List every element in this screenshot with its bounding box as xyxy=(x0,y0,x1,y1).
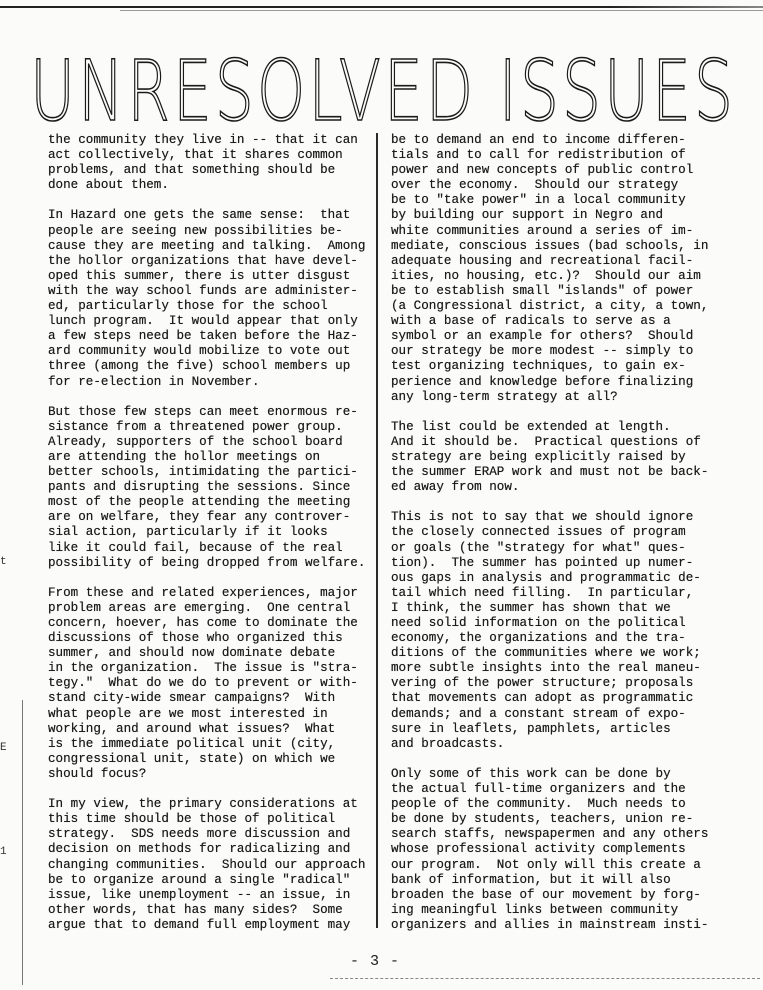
scan-edge-line xyxy=(22,700,23,985)
column-divider xyxy=(376,133,378,928)
margin-mark-3: 1 xyxy=(0,846,7,858)
top-rule xyxy=(0,6,763,8)
top-rule-secondary xyxy=(120,10,763,11)
headline-outline-text xyxy=(30,36,740,128)
headline-text: UNRESOLVED ISSUES xyxy=(30,42,736,128)
right-column-text: be to demand an end to income differen- tials and to call for redistribution of power and new concepts of public control over the economy. Should our strategy be to "take power" in a local community by building our support in Negro and white communities around a series of im- mediate, conscious issues (bad schools, in adequate housing and recreational facil- ities, no housing, etc.)? Should our aim be to establish small "islands" of power (a Congressional district, a city, a town, with a base of radicals to serve as a symbol or an example for others? Should our strategy be more modest -- simply to test organizing techniques, to gain ex- perience and knowledge before finalizing any long-term strategy at all? The list could be extended at length. And it should be. Practical questions of strategy are being explicitly raised by the summer ERAP work and must not be back- ed away from now. This is not to say that we should ignore the closely connected issues of program or goals (the "strategy for what" ques- tion). The summer has pointed up numer- ous gaps in analysis and programmatic de- tail which need filling. In particular, I think, the summer has shown that we need solid information on the political economy, the organizations and the tra- ditions of the communities where we work; more subtle insights into the real maneu- vering of the power structure; proposals that movements can adopt as programmatic demands; and a constant stream of expo- sure in leaflets, pamphlets, articles and broadcasts. Only some of this work can be done by the actual full-time organizers and the people of the community. Much needs to be done by students, teachers, union re- search staffs, newspapermen and any others whose professional activity complements our program. Not only will this create a bank of information, but it will also broaden the base of our movement by forg- ing meaningful links between community organizers and allies in mainstream insti- xyxy=(391,133,709,932)
page-number: - 3 - xyxy=(350,953,401,970)
headline xyxy=(30,36,740,128)
margin-mark-2: E xyxy=(0,742,7,754)
left-column-text: the community they live in -- that it can act collectively, that it shares common problems, and that something should be done about them. In Hazard one gets the same sense: that people are seeing new possibilities be- cause they are meeting and talking. Among the hollor organizations that have devel- oped this summer, there is utter disgust with the way school funds are administer- ed, particularly those for the school lunch program. It would appear that only a few steps need be taken before the Haz- ard community would mobilize to vote out three (among the five) school members up for re-election in November. But those few steps can meet enormous re- sistance from a threatened power group. Already, supporters of the school board are attending the hollor meetings on better schools, intimidating the partici- pants and disrupting the sessions. Since most of the people attending the meeting are on welfare, they fear any controver- sial action, particularly if it looks like it could fail, because of the real possibility of being dropped from welfare. From these and related experiences, major problem areas are emerging. One central concern, hoever, has come to dominate the discussions of those who organized this summer, and should now dominate debate in the organization. The issue is "stra- tegy." What do we do to prevent or with- stand city-wide smear campaigns? With what people are we most interested in working, and around what issues? What is the immediate political unit (city, congressional unit, state) on which we should focus? In my view, the primary considerations at this time should be those of political strategy. SDS needs more discussion and decision on methods for radicalizing and changing communities. Should our approach be to organize around a single "radical" issue, like unemployment -- an issue, in other words, that has many sides? Some argue that to demand full employment may xyxy=(48,133,366,932)
margin-mark-1: t xyxy=(0,556,7,568)
bottom-rule xyxy=(330,978,760,980)
